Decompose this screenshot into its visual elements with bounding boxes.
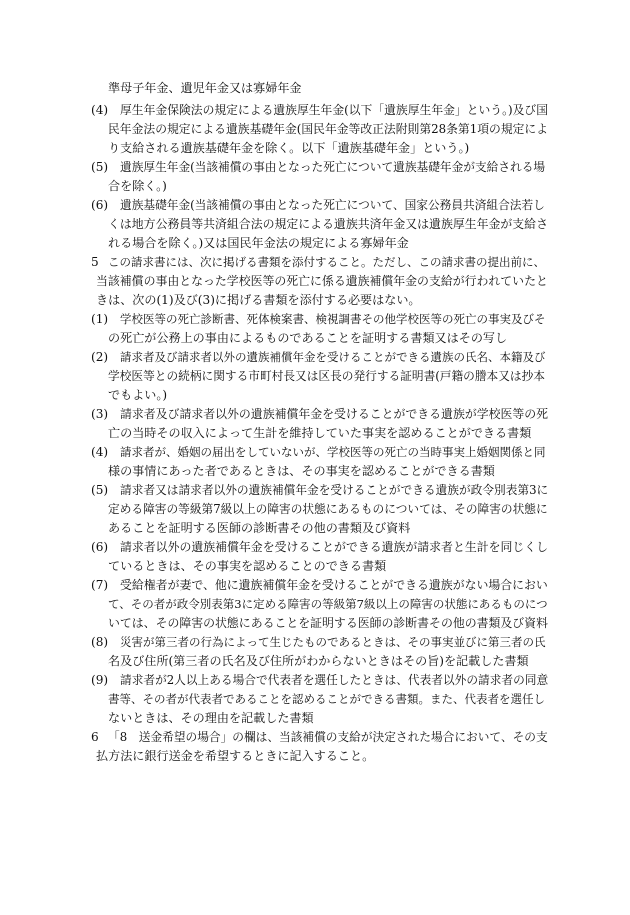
item-number: (8) — [91, 635, 109, 649]
item-number: (6) — [91, 198, 109, 212]
text-line: 名及び住所(第三者の氏名及び住所がわからないときはその旨)を記載した書類 — [108, 654, 529, 668]
text-line: 準母子年金、遺児年金又は寡婦年金 — [108, 81, 302, 95]
text-line: 請求者及び請求者以外の遺族補償年金を受けることができる遺族が学校医等の死 — [120, 407, 549, 421]
text-line: り支給される遺族基礎年金を除く。以下「遺族基礎年金」という。) — [108, 141, 470, 155]
item-number: (7) — [91, 578, 109, 592]
text-line: れる場合を除く。)又は国民年金法の規定による寡婦年金 — [108, 236, 409, 250]
section-number: 6 — [91, 730, 99, 744]
item-number: (5) — [91, 160, 109, 174]
text-line: でもよい。) — [108, 388, 168, 402]
item-number: (9) — [91, 673, 109, 687]
text-line: の死亡が公務上の事由によるものであることを証明する書類又はその写し — [108, 331, 508, 345]
text-line: 請求者又は請求者以外の遺族補償年金を受けることができる遺族が政令別表第3に — [120, 483, 549, 497]
text-line: 厚生年金保険法の規定による遺族厚生年金(以下「遺族厚生年金」という。)及び国 — [120, 103, 548, 117]
text-line: 払方法に銀行送金を希望するときに記入すること。 — [96, 749, 375, 763]
item-number: (2) — [91, 350, 109, 364]
text-line: 民年金法の規定による遺族基礎年金(国民年金等改正法附則第28条第1項の規定によ — [108, 122, 549, 136]
text-line: 当該補償の事由となった学校医等の死亡に係る遺族補償年金の支給が行われていたと — [96, 274, 548, 288]
text-line: 受給権者が妻で、他に遺族補償年金を受けることができる遺族がない場合におい — [120, 578, 548, 592]
text-line: 亡の当時その収入によって生計を維持していた事実を認めることができる書類 — [108, 426, 532, 440]
item-number: (6) — [91, 540, 109, 554]
text-line: 請求者以外の遺族補償年金を受けることができる遺族が請求者と生計を同じくし — [120, 540, 549, 554]
text-line: 合を除く。) — [108, 179, 167, 193]
item-number: (1) — [91, 312, 109, 326]
text-line: 学校医等の死亡診断書、死体検案書、検視調書その他学校医等の死亡の事実及びそ — [120, 312, 546, 326]
text-line: いては、その障害の状態にあることを証明する医師の診断書その他の書類及び資料 — [108, 616, 548, 630]
text-line: 請求者が2人以上ある場合で代表者を選任したときは、代表者以外の請求者の同意 — [120, 673, 549, 687]
text-line: 災害が第三者の行為によって生じたものであるときは、その事実並びに第三者の氏 — [120, 635, 546, 649]
text-line: 請求者が、婚姻の届出をしていないが、学校医等の死亡の当時事実上婚姻関係と同 — [120, 445, 546, 459]
text-line: 遺族基礎年金(当該補償の事由となった死亡について、国家公務員共済組合法若し — [120, 198, 545, 212]
text-line: くは地方公務員等共済組合法の規定による遺族共済年金又は遺族厚生年金が支給さ — [108, 217, 548, 231]
text-line: 定める障害の等級第7級以上の障害の状態にあるものについては、その障害の状態に — [108, 502, 548, 516]
item-number: (3) — [91, 407, 109, 421]
text-line: 「8 送金希望の場合」の欄は、当該補償の支給が決定された場合において、その支 — [108, 730, 548, 744]
section-number: 5 — [91, 255, 99, 269]
item-number: (4) — [91, 445, 109, 459]
text-line: 書等、その者が代表者であることを認めることができる書類。また、代表者を選任し — [108, 692, 545, 706]
text-line: 学校医等との続柄に関する市町村長又は区長の発行する証明書(戸籍の謄本又は抄本 — [108, 369, 545, 383]
text-line: 様の事情にあった者であるときは、その事実を認めることができる書類 — [108, 464, 495, 478]
text-line: あることを証明する医師の診断書その他の書類及び資料 — [108, 521, 411, 535]
text-line: ているときは、その事実を認めることのできる書類 — [108, 559, 387, 573]
text-line: て、その者が政令別表第3に定める障害の等級第7級以上の障害の状態にあるものにつ — [108, 597, 548, 611]
item-number: (4) — [91, 103, 109, 117]
text-line: きは、次の(1)及び(3)に掲げる書類を添付する必要はない。 — [96, 293, 421, 307]
item-number: (5) — [91, 483, 109, 497]
text-line: 遺族厚生年金(当該補償の事由となった死亡について遺族基礎年金が支給される場 — [120, 160, 546, 174]
text-line: 請求者及び請求者以外の遺族補償年金を受けることができる遺族の氏名、本籍及び — [120, 350, 546, 364]
text-line: この請求書には、次に掲げる書類を添付すること。ただし、この請求書の提出前に、 — [108, 255, 545, 269]
text-line: ないときは、その理由を記載した書類 — [108, 711, 314, 725]
